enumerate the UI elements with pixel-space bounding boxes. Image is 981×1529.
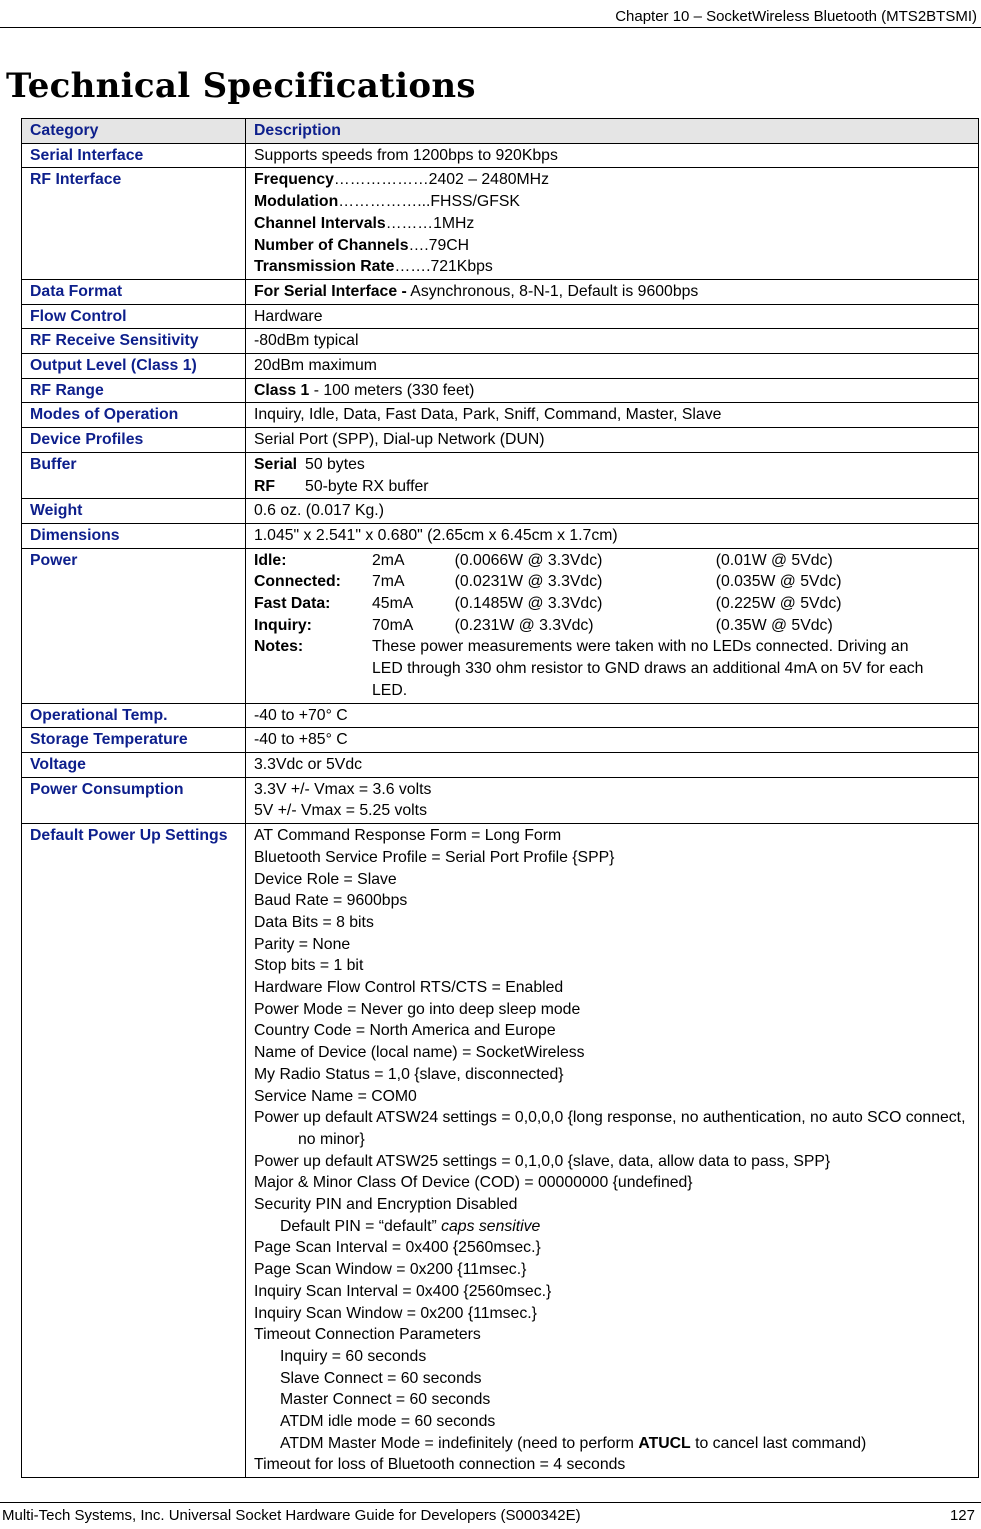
rf-line: Transmission Rate…….721Kbps bbox=[254, 258, 493, 276]
row-label: Power bbox=[22, 548, 246, 703]
row-value: 3.3Vdc or 5Vdc bbox=[246, 752, 979, 777]
row-value bbox=[246, 548, 979, 703]
table-row bbox=[22, 428, 979, 453]
buffer-table: Serial 50 bytes RF 50-byte RX buffer bbox=[254, 455, 429, 495]
table-row bbox=[22, 523, 979, 548]
row-label: RF Receive Sensitivity bbox=[22, 329, 246, 354]
row-label: Voltage bbox=[22, 752, 246, 777]
table-row bbox=[22, 329, 979, 354]
table-row bbox=[22, 752, 979, 777]
row-label: RF Interface bbox=[22, 168, 246, 280]
footer-text: Multi-Tech Systems, Inc. Universal Socket Hardware Guide for Developers (S000342E) bbox=[2, 1507, 581, 1524]
table-row bbox=[22, 703, 979, 728]
row-label: Output Level (Class 1) bbox=[22, 354, 246, 379]
row-label: Storage Temperature bbox=[22, 728, 246, 753]
description-header: Description bbox=[246, 119, 979, 144]
table-row bbox=[22, 168, 979, 280]
rf-line: Modulation……………...FHSS/GFSK bbox=[254, 193, 520, 211]
row-value: -40 to +70° C bbox=[246, 703, 979, 728]
row-label: Data Format bbox=[22, 279, 246, 304]
running-header: Chapter 10 – SocketWireless Bluetooth (MTS2BTSMI) bbox=[615, 8, 977, 25]
row-label: Modes of Operation bbox=[22, 403, 246, 428]
table-row bbox=[22, 378, 979, 403]
row-value: 20dBm maximum bbox=[246, 354, 979, 379]
table-row bbox=[22, 279, 979, 304]
row-label: Buffer bbox=[22, 452, 246, 498]
table-row bbox=[22, 143, 979, 168]
page-number: 127 bbox=[949, 1507, 975, 1524]
row-label: Default Power Up Settings bbox=[22, 824, 246, 1478]
row-label: Power Consumption bbox=[22, 777, 246, 823]
row-label: Serial Interface bbox=[22, 143, 246, 168]
row-value: 3.3V +/- Vmax = 3.6 volts 5V +/- Vmax = 5.25 volts bbox=[246, 777, 979, 823]
category-header: Category bbox=[22, 119, 246, 144]
table-row bbox=[22, 354, 979, 379]
header-rule bbox=[0, 27, 981, 28]
row-label: Flow Control bbox=[22, 304, 246, 329]
row-value bbox=[246, 168, 979, 280]
row-value: AT Command Response Form = Long Form Bluetooth Service Profile = Serial Port Profile {SPP} Device Role = Slave Baud Rate = 9600bps Data Bits = 8 bits Parity = None Stop bits = 1 bit Hardware Flow Control RTS/CTS = Enabled Power Mode = Never go into deep sleep mode Country Code = North America and Europe Name of Device (local name) = SocketWireless My Radio Status = 1,0 {slave, disconnected} Service Name = COM0 Power up default ATSW24 settings = 0,0,0,0 {long response, no authentication, no auto SCO connect, no minor} Power up default ATSW25 settings = 0,1,0,0 {slave, data, allow data to pass, SPP} Major & Minor Class Of Device (COD) = 00000000 {undefined} Security PIN and Encryption Disabled Default PIN = “default” caps sensitive Page Scan Interval = 0x400 {2560msec.} Page Scan Window = 0x200 {11msec.} Inquiry Scan Interval = 0x400 {2560msec.} Inquiry Scan Window = 0x200 {11msec.} Timeout Connection Parameters Inquiry = 60 seconds Slave Connect = 60 seconds Master Connect = 60 seconds ATDM idle mode = 60 seconds ATDM Master Mode = indefinitely (need to perform ATUCL to cancel last command) Timeout for loss of Bluetooth connection = 4 seconds bbox=[246, 824, 979, 1478]
row-value: Hardware bbox=[246, 304, 979, 329]
table-row bbox=[22, 777, 979, 823]
table-row bbox=[22, 452, 979, 498]
table-row bbox=[22, 304, 979, 329]
row-value: For Serial Interface - Asynchronous, 8-N-1, Default is 9600bps bbox=[246, 279, 979, 304]
row-label: RF Range bbox=[22, 378, 246, 403]
rf-line: Frequency………………2402 – 2480MHz bbox=[254, 171, 549, 189]
row-value: -80dBm typical bbox=[246, 329, 979, 354]
row-value: -40 to +85° C bbox=[246, 728, 979, 753]
row-value: Inquiry, Idle, Data, Fast Data, Park, Sniff, Command, Master, Slave bbox=[246, 403, 979, 428]
page-title: Technical Specifications bbox=[6, 66, 476, 106]
table-row bbox=[22, 403, 979, 428]
row-value: 1.045" x 2.541" x 0.680" (2.65cm x 6.45cm x 1.7cm) bbox=[246, 523, 979, 548]
spec-table bbox=[21, 118, 979, 1478]
row-label: Device Profiles bbox=[22, 428, 246, 453]
table-header-row bbox=[22, 119, 979, 144]
row-value: Supports speeds from 1200bps to 920Kbps bbox=[246, 143, 979, 168]
rf-line: Number of Channels….79CH bbox=[254, 236, 470, 254]
footer-rule bbox=[0, 1502, 981, 1503]
table-row bbox=[22, 824, 979, 1478]
table-row bbox=[22, 728, 979, 753]
row-label: Weight bbox=[22, 499, 246, 524]
table-row bbox=[22, 548, 979, 703]
row-value bbox=[246, 452, 979, 498]
table-row bbox=[22, 499, 979, 524]
row-value: 0.6 oz. (0.017 Kg.) bbox=[246, 499, 979, 524]
power-table: Idle: 2mA (0.0066W @ 3.3Vdc) (0.01W @ 5Vdc) Connected: 7mA (0.0231W @ 3.3Vdc) (0.035W @ 5Vdc) Fast Data: 45mA (0.1485W @ 3.3Vdc) (0.225W @ 5Vdc) Inquiry: 70mA (0.231W @ 3.3Vdc) (0.35W @ 5Vdc) Notes: These power measurements were taken with no LEDs connected. Driving an LED through 330 ohm resistor to GND draws an additional 4mA on 5V for each LED. bbox=[254, 551, 924, 699]
row-value: Class 1 - 100 meters (330 feet) bbox=[246, 378, 979, 403]
row-value: Serial Port (SPP), Dial-up Network (DUN) bbox=[246, 428, 979, 453]
row-label: Dimensions bbox=[22, 523, 246, 548]
row-label: Operational Temp. bbox=[22, 703, 246, 728]
rf-line: Channel Intervals………1MHz bbox=[254, 214, 475, 232]
